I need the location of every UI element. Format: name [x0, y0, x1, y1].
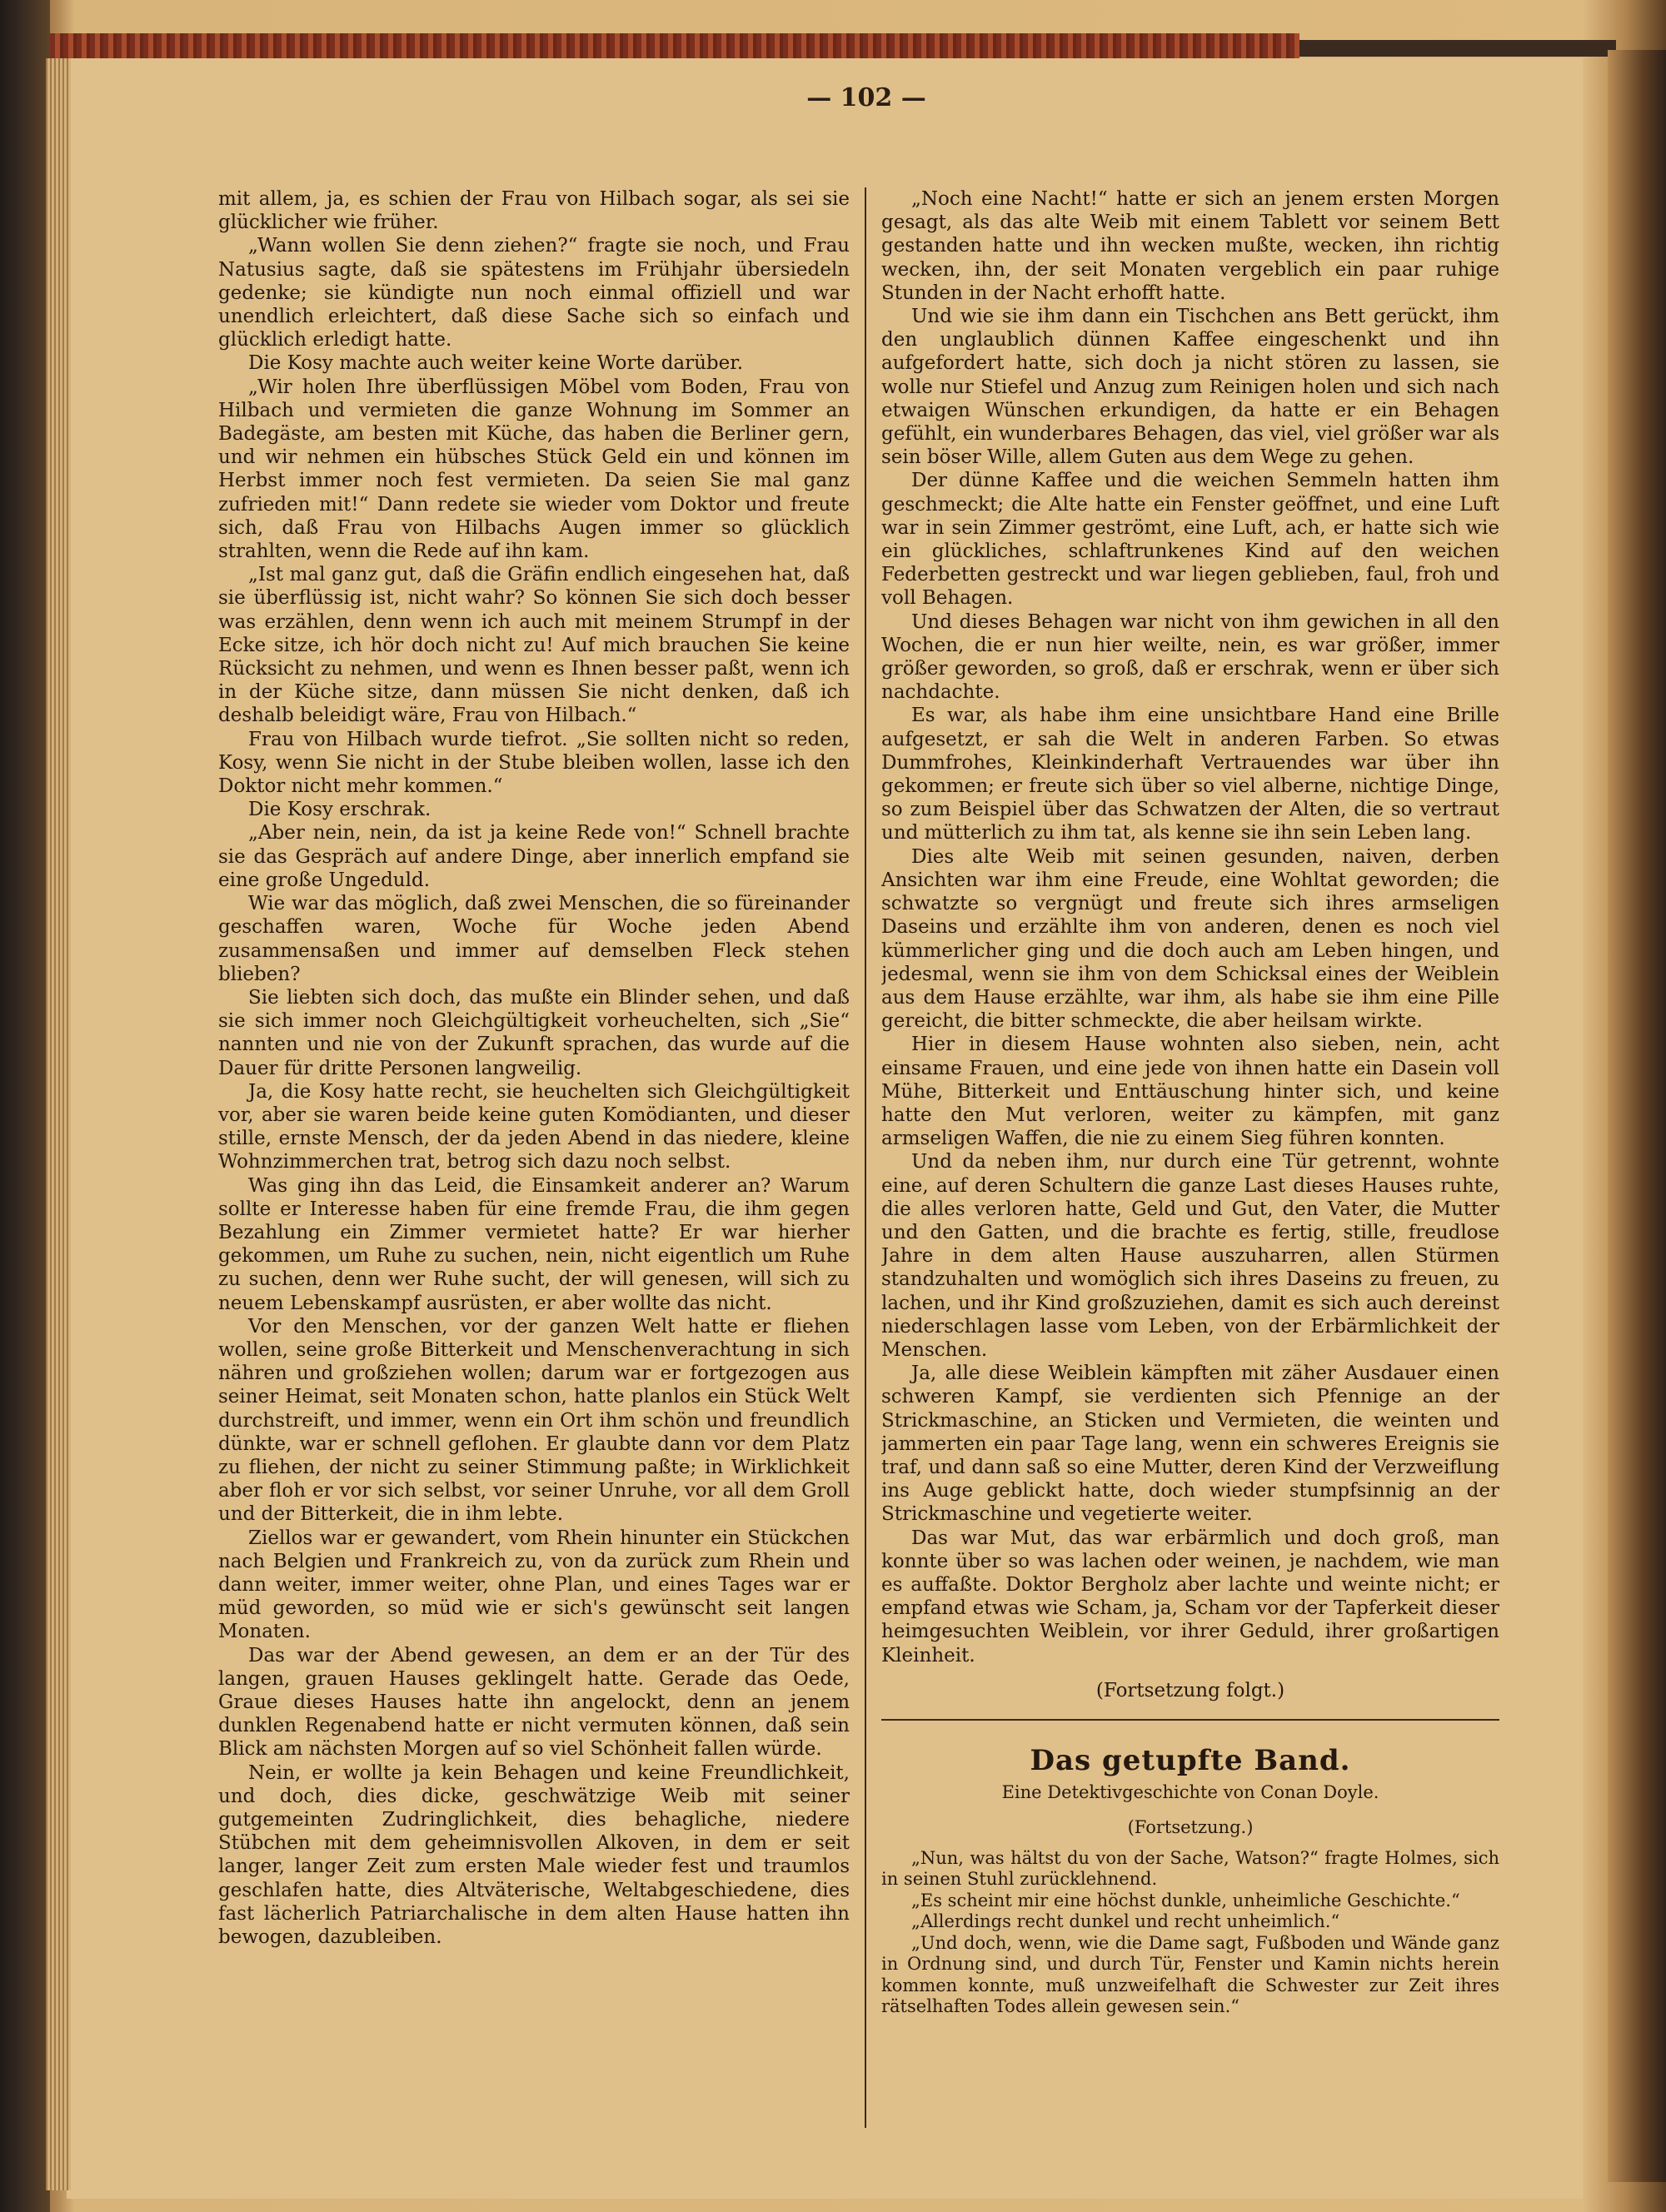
novel-continuation	[881, 187, 1499, 1667]
paragraph: Dies alte Weib mit seinen gesunden, naiven, derben Ansichten war ihm eine Freude, eine Wohltat geworden; die schwatzte so vergnügt und freute sich ihres armseligen Daseins und erzählte ihm von anderen, denen es noch viel kümmerlicher ging und die doch auch am Leben hingen, und jedesmal, wenn sie ihm von dem Schicksal eines der Weiblein aus dem Hause erzählte, war ihm, als habe sie ihm eine Pille gereicht, die bitter schmeckte, die aber heilsam wirkte.	[881, 845, 1499, 1033]
story-text	[881, 1848, 1499, 2018]
paragraph: Die Kosy erschrak.	[248, 799, 431, 821]
paragraph: Es war, als habe ihm eine unsichtbare Hand eine Brille aufgesetzt, er sah die Welt in anderen Farben. So etwas Dummfrohes, Kleinkinderhaft Vertrauendes war über ihn gekommen; er freute sich über so viel alberne, nichtige Dinge, so zum Beispiel über das Schwatzen der Alten, die so vertraut und mütterlich zu ihm tat, als kenne sie ihn sein Leben lang.	[881, 705, 1499, 844]
continuation-note: (Fortsetzung folgt.)	[1095, 1679, 1285, 1701]
story-paragraph: „Nun, was hältst du von der Sache, Watson?“ fragte Holmes, sich in seinen Stuhl zurücklehnend.	[881, 1847, 1499, 1890]
stacked-page-edges	[46, 58, 71, 2190]
cover-edge	[1299, 40, 1616, 57]
story-continued-label: (Fortsetzung.)	[1127, 1817, 1254, 1838]
book-spine	[0, 0, 50, 2212]
paragraph: „Ist mal ganz gut, daß die Gräfin endlich eingesehen hat, daß sie überflüssig ist, nicht wahr? So können Sie sich doch besser was erzählen, denn wenn ich auch mit meinem Strumpf in der Ecke sitze, ich hör doch nicht zu! Auf mich brauchen Sie keine Rücksicht zu nehmen, und wenn es Ihnen besser paßt, wenn ich in der Küche sitze, dann müssen Sie nicht denken, daß ich deshalb beleidigt wäre, Frau von Hilbach.“	[218, 564, 850, 727]
paragraph: Und wie sie ihm dann ein Tischchen ans Bett gerückt, ihm den unglaublich dünnen Kaffee eingeschenkt und ihn aufgefordert hatte, sich doch ja nicht stören zu lassen, sie wolle nur Stiefel und Anzug zum Reinigen holen und sich nach etwaigen Wünschen erkundigen, da hatte er ein Behagen gefühlt, ein wunderbares Behagen, das viel, viel größer war als sein böser Wille, allem Guten aus dem Wege zu gehen.	[881, 306, 1499, 469]
paragraph: „Wir holen Ihre überflüssigen Möbel vom Boden, Frau von Hilbach und vermieten die ganze Wohnung im Sommer an Badegäste, am besten mit Küche, das haben die Berliner gern, und wir nehmen ein hübsches Stück Geld ein und können im Herbst immer noch fest vermieten. Da seien Sie mal ganz zufrieden mit!“ Dann redete sie wieder vom Doktor und freute sich, daß Frau von Hilbachs Augen immer so glücklich strahlten, wenn die Rede auf ihn kam.	[218, 376, 850, 563]
paragraph: Das war der Abend gewesen, an dem er an der Tür des langen, grauen Hauses geklingelt hatte. Gerade das Oede, Graue dieses Hauses hatte ihn angelockt, denn an jenem dunklen Regenabend hatte er nicht vermuten können, daß sein Blick am nächsten Morgen auf so viel Schönheit fallen würde.	[218, 1644, 850, 1761]
paragraph: Wie war das möglich, daß zwei Menschen, die so füreinander geschaffen waren, Woche für Woche jeden Abend zusammensaßen und immer auf demselben Fleck stehen blieben?	[218, 893, 850, 985]
column-divider	[865, 187, 866, 2128]
paragraph: „Noch eine Nacht!“ hatte er sich an jenem ersten Morgen gesagt, als das alte Weib mit einem Tablett vor seinem Bett gestanden hatte und ihn wecken mußte, wecken, ihn richtig wecken, ihn, der seit Monaten vergeblich ein paar ruhige Stunden in der Nacht erhofft hatte.	[881, 188, 1499, 304]
page-number: — 102 —	[806, 83, 926, 112]
paragraph: Frau von Hilbach wurde tiefrot. „Sie sollten nicht so reden, Kosy, wenn Sie nicht in der Stube bleiben wollen, lasse ich den Doktor nicht mehr kommen.“	[218, 728, 850, 798]
paragraph: Ja, die Kosy hatte recht, sie heuchelten sich Gleichgültigkeit vor, aber sie waren beide keine guten Komödianten, und dieser stille, ernste Mensch, der da jeden Abend in das niedere, kleine Wohnzimmerchen trat, betrog sich dazu noch selbst.	[218, 1080, 850, 1173]
paragraph: Nein, er wollte ja kein Behagen und keine Freundlichkeit, und doch, dies dicke, geschwätzige Weib mit seiner gutgemeinten Zudringlichkeit, dies behagliche, niedere Stübchen mit dem geheimnisvollen Alkoven, in dem er seit langer, langer Zeit zum ersten Male wieder fest und traumlos geschlafen hatte, dies Altväterische, Weltabgeschiedene, dies fast lächerlich Patriarchalische in dem alten Hause hatten ihn bewogen, dazubleiben.	[218, 1761, 850, 1949]
paragraph: „Aber nein, nein, da ist ja keine Rede von!“ Schnell brachte sie das Gespräch auf andere Dinge, aber innerlich empfand sie eine große Ungeduld.	[218, 822, 850, 891]
paragraph: mit allem, ja, es schien der Frau von Hilbach sogar, als sei sie glücklicher wie früher.	[218, 188, 850, 234]
paragraph: Was ging ihn das Leid, die Einsamkeit anderer an? Warum sollte er Interesse haben für eine fremde Frau, die ihm gegen Bezahlung ein Zimmer vermietet hatte? Er war hierher gekommen, um Ruhe zu suchen, nein, nicht eigentlich um Ruhe zu suchen, denn wer Ruhe sucht, der will genesen, will sich zu neuem Lebenskampf ausrüsten, er aber wollte das nicht.	[218, 1174, 850, 1314]
section-rule	[881, 1719, 1499, 1721]
right-column	[881, 187, 1499, 2128]
paragraph: Und da neben ihm, nur durch eine Tür getrennt, wohnte eine, auf deren Schultern die ganze Last dieses Hauses ruhte, die alles verloren hatte, Geld und Gut, den Vater, die Mutter und den Gatten, und die brachte es fertig, stille, freudlose Jahre in dem alten Hause auszuharren, allen Stürmen standzuhalten und womöglich sich ihres Daseins zu freuen, zu lachen, und ihr Kind großzuziehen, damit es sich auch dereinst niederschlagen lasse vom Leben, von der Erbärmlichkeit der Menschen.	[881, 1151, 1499, 1361]
paragraph: „Wann wollen Sie denn ziehen?“ fragte sie noch, und Frau Natusius sagte, daß sie spätestens im Frühjahr übersiedeln gedenke; sie kündigte nun noch einmal offiziell und war unendlich erleichtert, daß diese Sache sich so einfach und glücklich erledigt hatte.	[218, 235, 850, 351]
paragraph: Der dünne Kaffee und die weichen Semmeln hatten ihm geschmeckt; die Alte hatte ein Fenster geöffnet, und eine Luft war in sein Zimmer geströmt, eine Luft, ach, er hatte sich wie ein glückliches, schlaftrunkenes Kind auf den weichen Federbetten gestreckt und war liegen geblieben, faul, froh und voll Behagen.	[881, 470, 1499, 610]
paragraph: Ja, alle diese Weiblein kämpften mit zäher Ausdauer einen schweren Kampf, sie verdienten sich Pfennige an der Strickmaschine, an Sticken und Vermieten, die weinten und jammerten ein paar Tage lang, wenn ein schweres Ereignis sie traf, und dann saß so eine Mutter, deren Kind der Verzweiflung ins Auge geblickt hatte, doch wieder stumpfsinnig an der Strickmaschine und vegetierte weiter.	[881, 1363, 1499, 1526]
paragraph: Und dieses Behagen war nicht von ihm gewichen in all den Wochen, die er nun hier weilte, nein, es war größer, immer größer geworden, so groß, daß er erschrak, wenn er über sich nachdachte.	[881, 610, 1499, 704]
story-paragraph: „Und doch, wenn, wie die Dame sagt, Fußboden und Wände ganz in Ordnung sind, und durch Tür, Fenster und Kamin nichts herein kommen konnte, muß unzweifelhaft die Schwester zur Zeit ihres rätselhaften Todes allein gewesen sein.“	[881, 1932, 1499, 2017]
left-column	[218, 187, 850, 2128]
story-subtitle: Eine Detektivgeschichte von Conan Doyle.	[1001, 1782, 1379, 1803]
right-page-edge	[1608, 50, 1666, 2182]
paragraph: Vor den Menschen, vor der ganzen Welt hatte er fliehen wollen, seine große Bitterkeit und Menschenverachtung in sich nähren und großziehen wollen; darum war er fortgezogen aus seiner Heimat, seit Monaten schon, hatte planlos ein Stück Welt durchstreift, und immer, wenn ein Ort ihm schön und freundlich dünkte, war er schnell geflohen. Er glaubte dann vor dem Platz zu fliehen, der nicht zu seiner Stimmung paßte; in Wirklichkeit aber floh er vor sich selbst, vor seiner Unruhe, vor all dem Groll und der Bitterkeit, die in ihm lebte.	[218, 1315, 850, 1526]
story-title: Das getupfte Band.	[1030, 1744, 1351, 1777]
story-paragraph: „Es scheint mir eine höchst dunkle, unheimliche Geschichte.“	[911, 1890, 1460, 1911]
story-paragraph: „Allerdings recht dunkel und recht unheimlich.“	[911, 1911, 1340, 1932]
paragraph: Ziellos war er gewandert, vom Rhein hinunter ein Stückchen nach Belgien und Frankreich zu, von da zurück zum Rhein und dann weiter, immer weiter, ohne Plan, und eines Tages war er müd geworden, so müd wie er sich's gewünscht seit langen Monaten.	[218, 1527, 850, 1643]
paragraph: Die Kosy machte auch weiter keine Worte darüber.	[248, 352, 744, 375]
paragraph: Das war Mut, das war erbärmlich und doch groß, man konnte über so was lachen oder weinen, je nachdem, wie man es auffaßte. Doktor Bergholz aber lachte und weinte nicht; er empfand etwas wie Scham, ja, Scham vor der Tapferkeit dieser heimgesuchten Weiblein, vor ihrer Geduld, ihrer großartigen Kleinheit.	[881, 1527, 1499, 1666]
paragraph: Hier in diesem Hause wohnten also sieben, nein, acht einsame Frauen, und eine jede von ihnen hatte ein Dasein voll Mühe, Bitterkeit und Enttäuschung hinter sich, und keine hatte den Mut verloren, weiter zu kämpfen, mit ganz armseligen Waffen, die nie zu einem Sieg führen konnten.	[881, 1034, 1499, 1150]
paragraph: Sie liebten sich doch, das mußte ein Blinder sehen, und daß sie sich immer noch Gleichgültigkeit vorheuchelten, sich „Sie“ nannten und nie von der Zukunft sprachen, das wurde auf die Dauer für dritte Personen langweilig.	[218, 986, 850, 1079]
